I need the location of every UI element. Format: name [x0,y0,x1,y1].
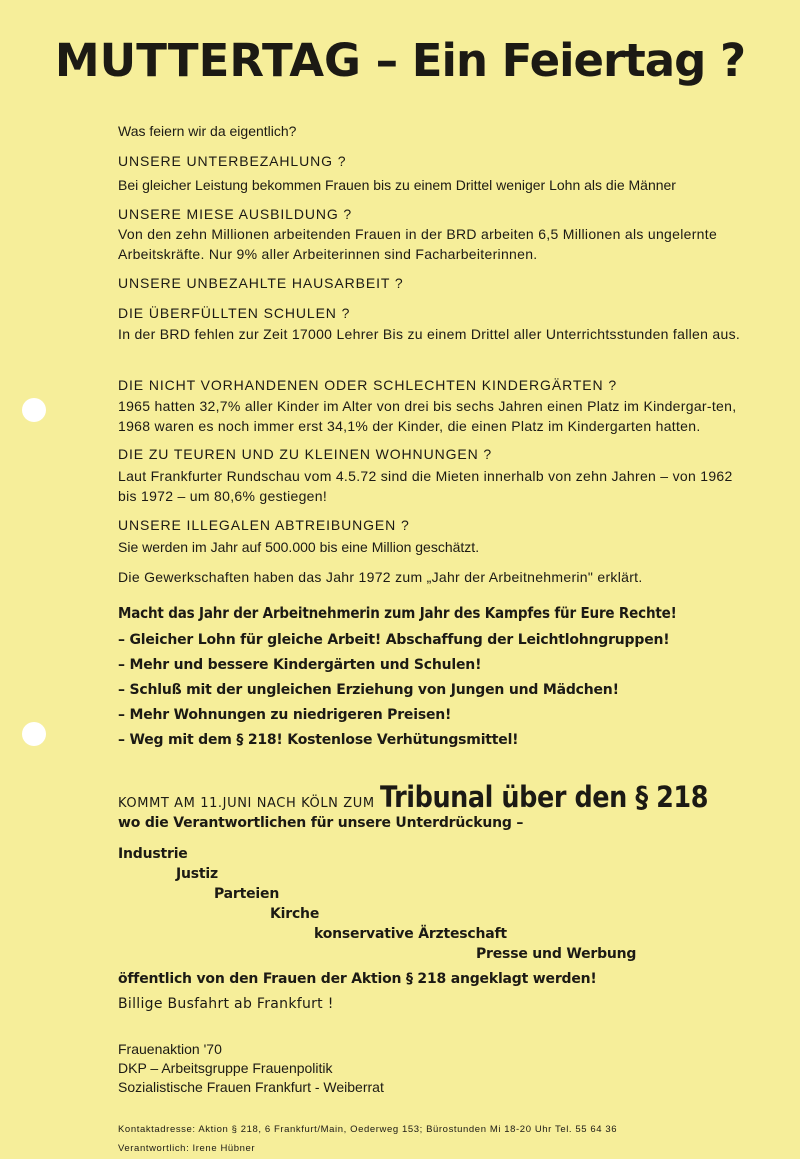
section-heading-schulen: DIE ÜBERFÜLLTEN SCHULEN ? [118,305,351,321]
section-body-kindergaerten: 1965 hatten 32,7% aller Kinder im Alter von drei bis sechs Jahren einen Platz im Kindergar-ten, 1968 waren es noch immer erst 34,1% der Kinder, die einen Platz im Kindergarten hatten. [118,398,737,434]
accused-parteien: Parteien [214,886,280,902]
tribunal-subline: wo die Verantwortlichen für unsere Unterdrückung – [118,815,524,831]
accused-industrie: Industrie [118,846,188,862]
accused-presse: Presse und Werbung [476,946,637,962]
section-body-unterbezahlung: Bei gleicher Leistung bekommen Frauen bis zu einem Drittel weniger Lohn als die Männer [118,177,676,193]
punch-hole [22,398,46,422]
intro-question: Was feiern wir da eigentlich? [118,123,297,139]
bus-info: Billige Busfahrt ab Frankfurt ! [118,996,334,1012]
demand-item: – Mehr und bessere Kindergärten und Schulen! [118,657,482,673]
demand-item: – Schluß mit der ungleichen Erziehung von Jungen und Mädchen! [118,682,619,698]
section-body-schulen: In der BRD fehlen zur Zeit 17000 Lehrer Bis zu einem Drittel aller Unterrichtsstunden fallen aus. [118,326,741,342]
gewerkschaften-statement: Die Gewerkschaften haben das Jahr 1972 zum „Jahr der Arbeitnehmerin" erklärt. [118,569,643,585]
signatory: DKP – Arbeitsgruppe Frauenpolitik [118,1060,333,1076]
section-heading-unterbezahlung: UNSERE UNTERBEZAHLUNG ? [118,153,347,169]
accused-kirche: Kirche [270,906,320,922]
tribunal-title: Tribunal über den § 218 [379,780,708,814]
page-title [0,34,800,87]
section-heading-abtreibungen: UNSERE ILLEGALEN ABTREIBUNGEN ? [118,517,410,533]
signatory: Frauenaktion '70 [118,1041,222,1057]
demand-item: – Gleicher Lohn für gleiche Arbeit! Abschaffung der Leichtlohngruppen! [118,632,670,648]
tribunal-announcement [118,780,753,814]
accused-justiz: Justiz [176,866,218,882]
demand-item: – Weg mit dem § 218! Kostenlose Verhütungsmittel! [118,732,519,748]
title-muttertag: MUTTERTAG [54,34,361,87]
demand-item: – Mehr Wohnungen zu niedrigeren Preisen! [118,707,452,723]
section-body-abtreibungen: Sie werden im Jahr auf 500.000 bis eine Million geschätzt. [118,539,480,555]
contact-address: Kontaktadresse: Aktion § 218, 6 Frankfurt/Main, Oederweg 153; Bürostunden Mi 18-20 Uhr Tel. 55 64 36 [118,1124,618,1135]
section-body-ausbildung: Von den zehn Millionen arbeitenden Frauen in der BRD arbeiten 6,5 Millionen als ungelernte Arbeitskräfte. Nur 9% aller Arbeiterinnen sind Facharbeiterinnen. [118,226,718,262]
section-heading-hausarbeit: UNSERE UNBEZAHLTE HAUSARBEIT ? [118,275,404,291]
section-heading-ausbildung: UNSERE MIESE AUSBILDUNG ? [118,206,353,222]
call-headline: Macht das Jahr der Arbeitnehmerin zum Jahr des Kampfes für Eure Rechte! [118,604,677,622]
accused-aerzteschaft: konservative Ärzteschaft [314,926,507,942]
section-body-wohnungen: Laut Frankfurter Rundschau vom 4.5.72 sind die Mieten innerhalb von zehn Jahren – von 1962 bis 1972 – um 80,6% gestiegen! [118,468,733,504]
section-heading-kindergaerten: DIE NICHT VORHANDENEN ODER SCHLECHTEN KINDERGÄRTEN ? [118,377,618,393]
verdict-line: öffentlich von den Frauen der Aktion § 218 angeklagt werden! [118,971,597,987]
signatory: Sozialistische Frauen Frankfurt - Weiberrat [118,1079,384,1095]
title-rest: – Ein Feiertag ? [360,34,746,87]
responsible-person: Verantwortlich: Irene Hübner [118,1143,256,1154]
tribunal-lead: KOMMT AM 11.JUNI NACH KÖLN ZUM [118,796,375,811]
punch-hole [22,722,46,746]
section-heading-wohnungen: DIE ZU TEUREN UND ZU KLEINEN WOHNUNGEN ? [118,446,493,462]
